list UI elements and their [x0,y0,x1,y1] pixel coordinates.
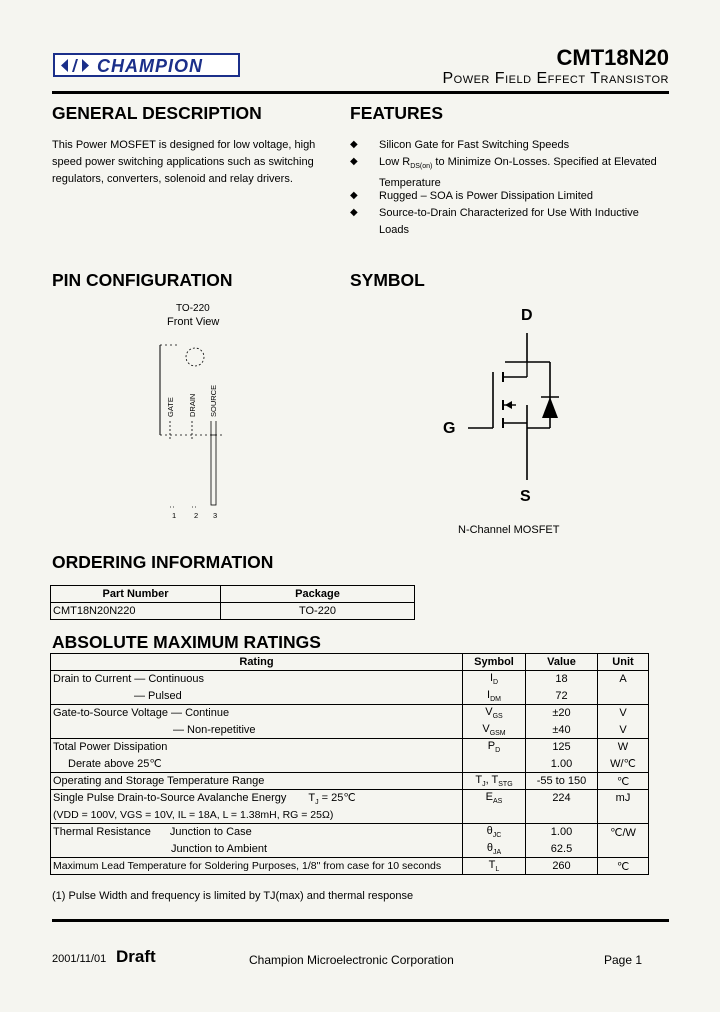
bullet-icon: ◆ [350,190,358,201]
features-list [350,137,670,237]
feature-item: Low $R_{DS(on)}$ to Minimize On-Losses. Specified at Elevated Temperature [379,156,657,190]
logo-mark-icon [59,57,91,74]
gate-label: G [443,420,456,437]
feature-item: Source-to-Drain Characterized for Use With Inductive Loads [379,207,639,236]
general-description-heading: GENERAL DESCRIPTION [52,103,262,123]
features-heading: FEATURES [350,103,444,123]
column-header: Part Number [51,586,221,603]
feature-item: Rugged – SOA is Power Dissipation Limited [379,190,593,202]
footer-page: Page 1 [604,953,643,967]
footnote: (1) Pulse Width and frequency is limited by TJ(max) and thermal response [52,890,414,902]
ordering-table [50,585,415,620]
footer-company: Champion Microelectronic Corporation [249,953,454,967]
view-label: Front View [167,316,220,328]
header-rule [52,91,669,94]
feature-item: Silicon Gate for Fast Switching Speeds [379,139,570,151]
table-row: Junction to Ambient $\theta_{JA}$ 62.5 [51,841,649,858]
table-row: Drain to Current — Continuous $I_D$ 18 A [51,671,649,688]
bullet-icon: ◆ [350,156,358,167]
ratings-table [50,653,649,875]
bullet-icon: ◆ [350,207,358,218]
footer-date: 2001/11/01 [52,953,107,965]
drain-label: D [521,307,533,324]
column-header: Value [526,654,598,671]
table-row [51,603,415,620]
symbol-caption: N-Channel MOSFET [458,524,560,536]
to220-package-drawing [150,335,240,525]
table-header-row [51,586,415,603]
table-row: — Non-repetitive $V_{GSM}$ ±40 V [51,722,649,739]
part-number: CMT18N20 [556,45,669,70]
table-row: Thermal Resistance Junction to Case $\theta_{JC}$ 1.00 ℃/W [51,824,649,841]
footer-rule [52,919,669,922]
avalanche-conditions: (VDD = 100V, VGS = 10V, IL = 18A, L = 1.38mH, RG = 25Ω) [51,807,463,824]
source-label: S [520,488,531,505]
table-header-row [51,654,649,671]
pin-label-gate: GATE [166,397,175,417]
bullet-icon: ◆ [350,139,358,150]
package-cell: TO-220 [221,603,415,620]
table-row: Gate-to-Source Voltage — Continue $V_{GS}$ ±20 V [51,705,649,722]
table-row: Derate above 25℃ 1.00 W/℃ [51,756,649,773]
column-header: Package [221,586,415,603]
table-row: Total Power Dissipation $P_D$ 125 W [51,739,649,756]
description-line: speed power switching applications such as switching [52,156,314,168]
pin-label-drain: DRAIN [188,393,197,417]
pin-label-source: SOURCE [209,384,218,417]
ordering-heading: ORDERING INFORMATION [52,552,274,572]
description-line: regulators, converters, solenoid and relay drivers. [52,173,293,185]
footer-status: Draft [116,947,156,966]
column-header: Unit [598,654,649,671]
part-number-cell: CMT18N20N220 [51,603,221,620]
pin-number-1: 1 [172,511,177,520]
champion-logo [53,53,240,77]
pin-number-2: 2 [194,511,199,520]
table-row: Single Pulse Drain-to-Source Avalanche Energy $T_J$ = 25℃ $E_{AS}$ 224 mJ [51,790,649,807]
general-description-text [52,137,332,188]
table-row: Maximum Lead Temperature for Soldering Purposes, 1/8" from case for 10 seconds $T_L$ 260 ℃ [51,858,649,875]
document-subtitle: Power Field Effect Transistor [442,70,669,87]
nmosfet-symbol [460,325,570,485]
pin-number-3: 3 [213,511,218,520]
table-row [51,807,649,824]
package-label: TO-220 [176,303,210,314]
pin-configuration-heading: PIN CONFIGURATION [52,270,233,290]
ratings-heading: ABSOLUTE MAXIMUM RATINGS [52,632,321,652]
column-header: Symbol [463,654,526,671]
table-row: Operating and Storage Temperature Range $T_J$, $T_{STG}$ -55 to 150 ℃ [51,773,649,790]
logo-text: CHAMPION [97,56,203,76]
description-line: This Power MOSFET is designed for low voltage, high [52,139,316,151]
table-row: — Pulsed $I_{DM}$ 72 [51,688,649,705]
symbol-heading: SYMBOL [350,270,425,290]
column-header: Rating [51,654,463,671]
